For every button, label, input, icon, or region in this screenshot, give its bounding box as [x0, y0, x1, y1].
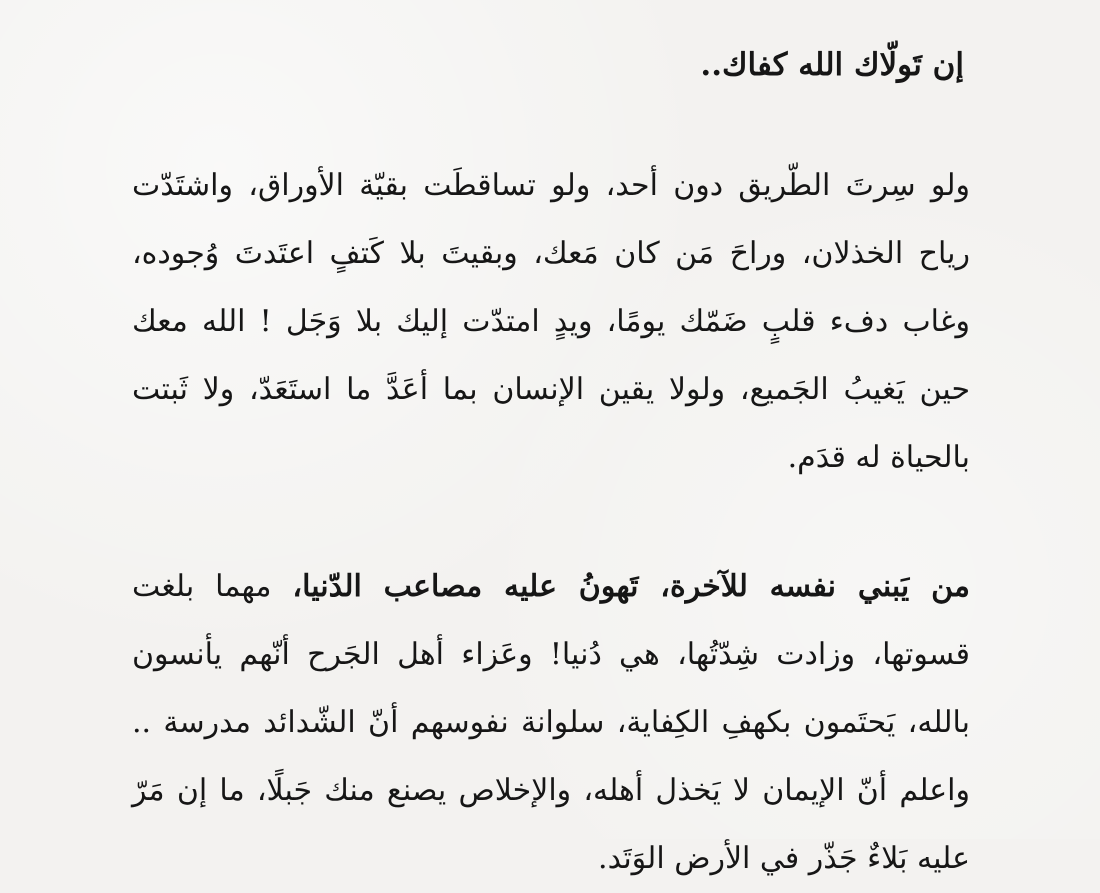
paragraph-two-rest: مهما بلغت قسوتها، وزادت شِدّتُها، هي دُنيا! وعَزاء أهل الجَرح أنّهم يأنسون بالله، يَحتَمون بكهفِ الكِفاية، سلوانة نفوسهم أنّ الشّدائد مدرسة .. واعلم أنّ الإيمان لا يَخذل أهله، والإخلاص يصنع منك جَبلًا، ما إن مَرّ عليه بَلاءٌ جَذّر في الأرض الوَتَد. — [132, 569, 970, 876]
page-title: إن تَولّاك الله كفاك.. — [700, 47, 964, 83]
paragraph-two-bold-lead: من يَبني نفسه للآخرة، تَهونُ عليه مصاعب الدّنيا، — [292, 569, 970, 604]
paragraph-one: ولو سِرتَ الطّريق دون أحد، ولو تساقطَت بقيّة الأوراق، واشتَدّت رياح الخذلان، وراحَ مَن كان مَعك، وبقيتَ بلا كَتفٍ اعتَدتَ وُجوده، وغاب دفء قلبٍ ضَمّك يومًا، ويدٍ امتدّت إليك بلا وَجَل ! الله معك حين يَغيبُ الجَميع، ولولا يقين الإنسان بما أعَدَّ ما استَعَدّ، ولا ثَبتت بالحياة له قدَم. — [132, 168, 970, 475]
document-content — [132, 40, 970, 893]
paragraph-two — [132, 553, 970, 893]
